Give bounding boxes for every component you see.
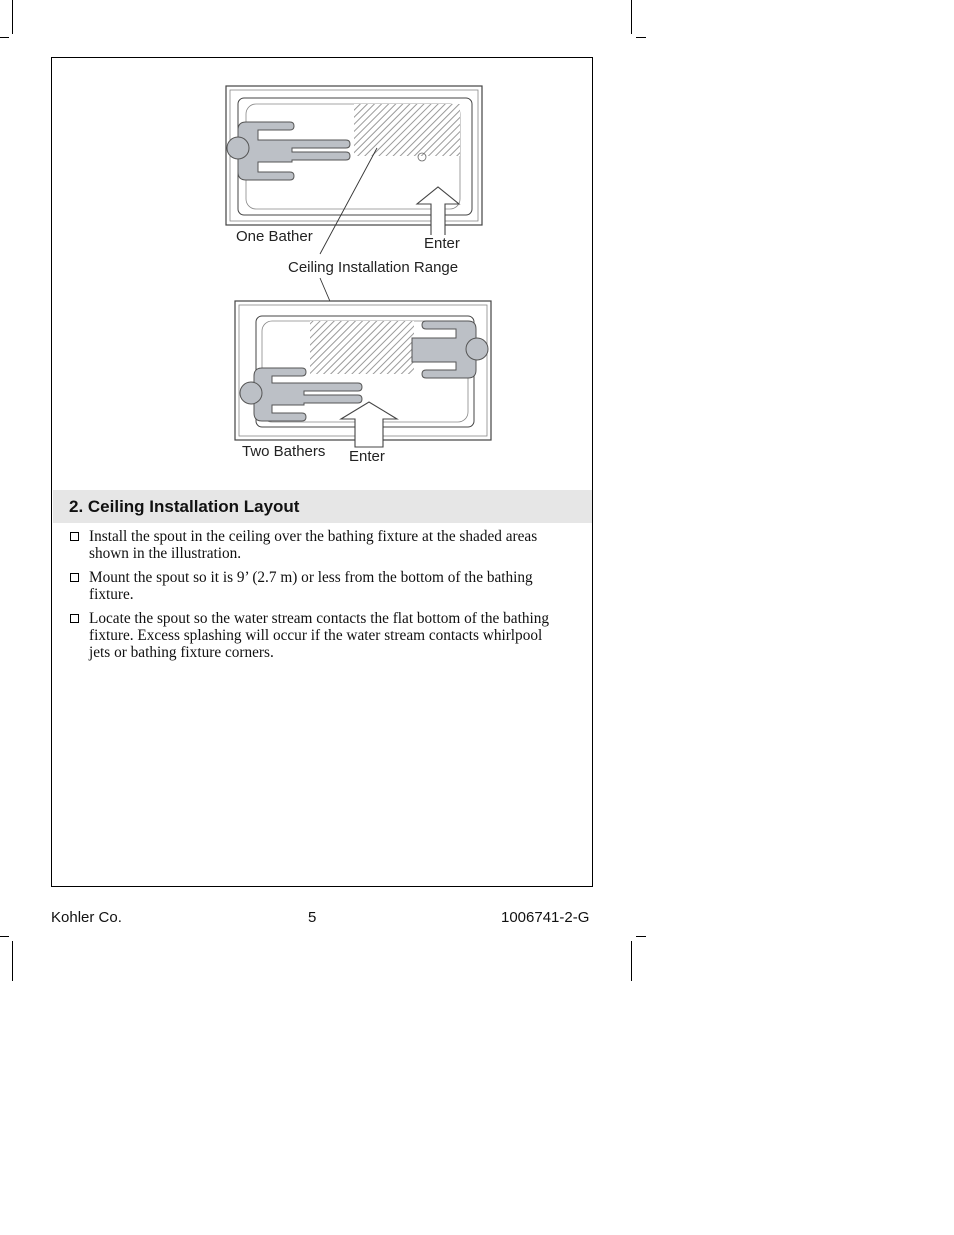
list-item-text: Install the spout in the ceiling over the bathing fixture at the shaded areas shown in the illustration. — [89, 528, 538, 562]
list-item-text: Locate the spout so the water stream contacts the flat bottom of the bathing fixture. Excess splashing will occur if the water stream contacts whirlpool jets or bathing fixture corners. — [89, 610, 550, 661]
crop-mark — [636, 37, 646, 38]
footer-page-number: 5 — [308, 909, 317, 926]
enter-label-top: Enter — [424, 235, 460, 252]
enter-label-bottom: Enter — [349, 448, 385, 465]
page-frame — [51, 57, 593, 887]
square-bullet-icon — [70, 573, 79, 582]
crop-mark — [631, 941, 632, 981]
crop-mark — [636, 936, 646, 937]
square-bullet-icon — [70, 614, 79, 623]
instruction-list — [68, 528, 558, 668]
footer-doc-number: 1006741-2-G — [501, 909, 590, 926]
crop-mark — [12, 0, 13, 34]
one-bather-label: One Bather — [236, 228, 313, 245]
crop-mark — [0, 936, 9, 937]
crop-mark — [12, 941, 13, 981]
footer-company: Kohler Co. — [51, 909, 122, 926]
section-header — [53, 490, 592, 523]
section-title: 2. Ceiling Installation Layout — [69, 497, 300, 516]
two-bathers-label: Two Bathers — [242, 443, 326, 460]
list-item — [68, 528, 558, 562]
ceiling-range-label: Ceiling Installation Range — [288, 259, 459, 276]
list-item-text: Mount the spout so it is 9’ (2.7 m) or less from the bottom of the bathing fixture. — [89, 569, 533, 603]
crop-mark — [631, 0, 632, 34]
square-bullet-icon — [70, 532, 79, 541]
list-item — [68, 569, 558, 603]
list-item — [68, 610, 558, 661]
crop-mark — [0, 37, 9, 38]
